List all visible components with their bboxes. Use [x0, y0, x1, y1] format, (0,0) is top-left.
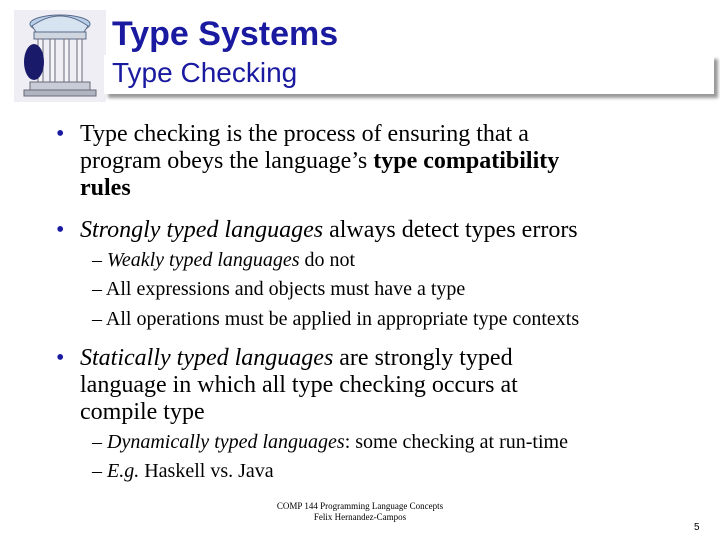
sub-text: : some checking at run-time [344, 431, 568, 453]
bullet-2-line-1 [80, 218, 578, 242]
bullet-3-line-2: language in which all type checking occurs at [80, 372, 518, 398]
bullet-1-bold-text: type compatibility [373, 148, 560, 174]
sub-text: All expressions and objects must have a type [105, 278, 466, 300]
page-number: 5 [694, 522, 700, 533]
slide-title: Type Systems [112, 15, 339, 53]
bullet-marker: • [56, 345, 65, 371]
bullet-3-text: are strongly typed [333, 345, 513, 371]
bullet-2-text: always detect types errors [323, 217, 578, 243]
dash: – [92, 431, 102, 453]
footer-course: COMP 144 Programming Language Concepts [276, 501, 444, 511]
sub-bullet-2-2 [92, 279, 465, 299]
sub-italic: Dynamically typed languages [107, 431, 345, 453]
sub-italic: Weakly typed languages [107, 249, 300, 271]
bullet-2-italic: Strongly typed languages [80, 217, 324, 243]
sub-italic: E.g. [107, 460, 140, 482]
bullet-1-text: program obeys the language’s [80, 148, 374, 174]
dash: – [92, 249, 102, 271]
bullet-marker: • [56, 217, 65, 243]
sub-text: All operations must be applied in appropriate type contexts [105, 308, 580, 330]
bullet-1-line-2 [80, 149, 559, 173]
sub-bullet-2-3 [92, 309, 579, 329]
sub-bullet-2-1 [92, 250, 355, 270]
bullet-marker: • [56, 121, 65, 147]
bullet-3-line-1 [80, 346, 513, 370]
bullet-3-italic: Statically typed languages [80, 345, 334, 371]
dash: – [92, 278, 102, 300]
slide-subtitle: Type Checking [112, 57, 298, 88]
sub-text: Haskell vs. Java [139, 460, 274, 482]
bullet-3-line-3: compile type [80, 399, 205, 425]
sub-text: do not [299, 249, 356, 271]
footer-author: Felix Hernandez-Campos [313, 512, 407, 522]
dash: – [92, 308, 102, 330]
dash: – [92, 460, 102, 482]
bullet-1-line-3: rules [80, 175, 131, 201]
bullet-1-line-1: Type checking is the process of ensuring that a [80, 121, 529, 147]
sub-bullet-3-1 [92, 432, 568, 452]
sub-bullet-3-2 [92, 461, 274, 481]
